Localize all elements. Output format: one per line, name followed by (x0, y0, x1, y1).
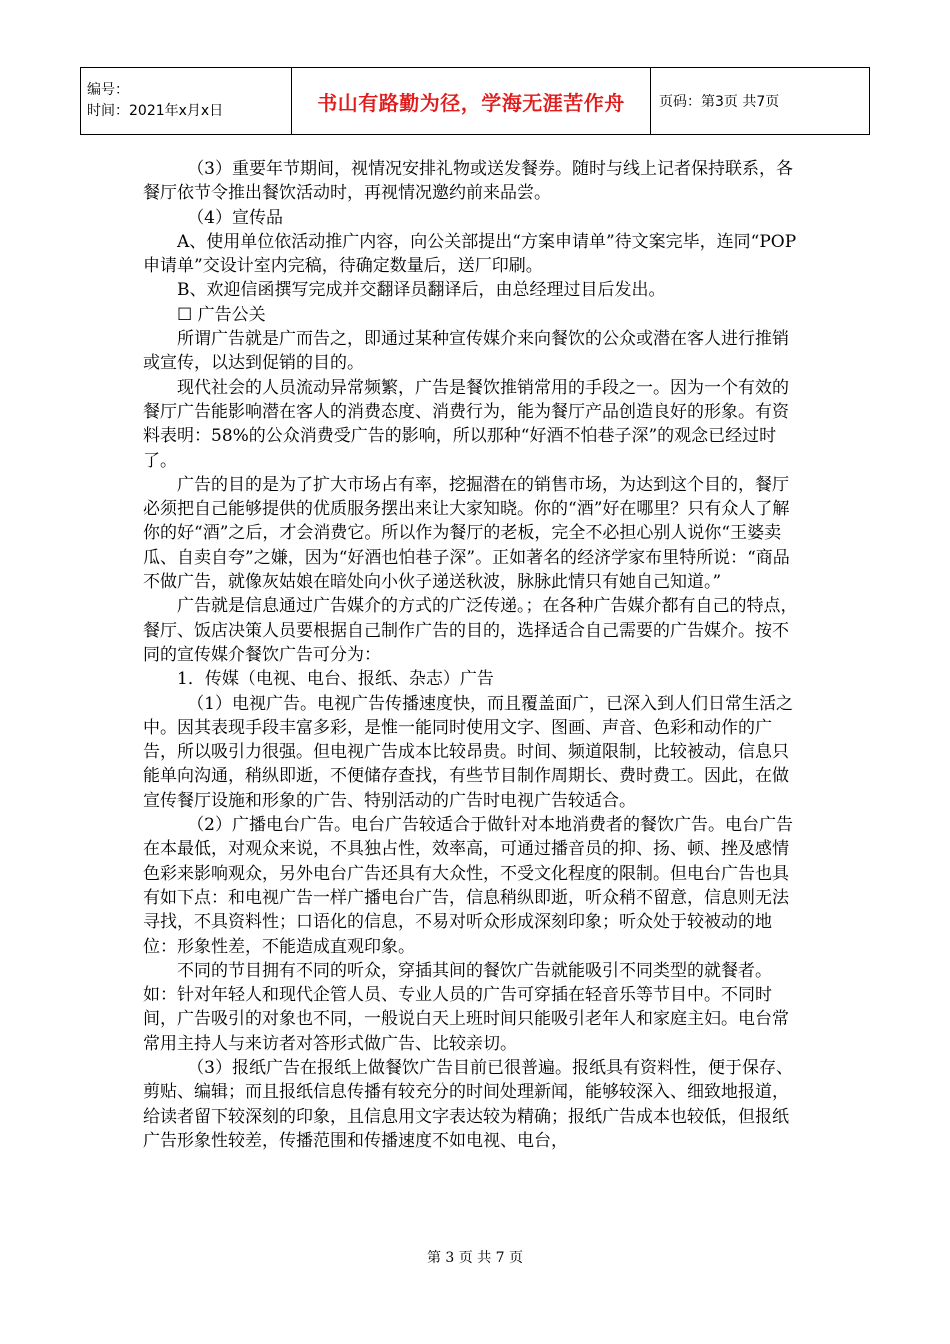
paragraph: 所谓广告就是广而告之，即通过某种宣传媒介来向餐饮的公众或潜在客人进行推销或宣传，以达到促销的目的。 (143, 329, 789, 374)
paragraph: 广告的目的是为了扩大市场占有率，挖掘潜在的销售市场，为达到这个目的，餐厅必须把自己能够提供的优质服务摆出来让大家知晓。你的“酒”好在哪里？只有众人了解你的好“酒”之后，才会消费它。所以作为餐厅的老板，完全不必担心别人说你“王婆卖瓜、自卖自夸”之嫌，因为“好酒也怕巷子深”。正如著名的经济学家布里特所说：“商品不做广告，就像灰姑娘在暗处向小伙子递送秋波，脉脉此情只有她自己知道。” (143, 474, 790, 593)
paragraph: 不同的节目拥有不同的听众，穿插其间的餐饮广告就能吸引不同类型的就餐者。如：针对年轻人和现代企管人员、专业人员的广告可穿插在轻音乐等节目中。不同时间，广告吸引的对象也不同，一般说白天上班时间只能吸引老年人和家庭主妇。电台常常用主持人与来访者对答形式做广告、比较亲切。 (143, 960, 789, 1054)
paragraph: （3）重要年节期间，视情况安排礼物或送发餐券。随时与线上记者保持联系，各餐厅依节令推出餐饮活动时，再视情况邀约前来品尝。 (143, 159, 794, 204)
paragraph: （3）报纸广告在报纸上做餐饮广告目前已很普遍。报纸具有资料性，便于保存、剪贴、编辑；而且报纸信息传播有较充分的时间处理新闻，能够较深入、细致地报道，给读者留下较深刻的印象，且信息用文字表达较为精确；报纸广告成本也较低，但报纸广告形象性较差，传播范围和传播速度不如电视、电台， (143, 1057, 794, 1151)
paragraph: A、使用单位依活动推广内容，向公关部提出“方案申请单”待文案完毕，连同“POP申请单”交设计室内完稿，待确定数量后，送厂印刷。 (143, 231, 797, 277)
doc-number-label: 编号： (87, 82, 129, 98)
paragraph: 现代社会的人员流动异常频繁，广告是餐饮推销常用的手段之一。因为一个有效的餐厅广告能影响潜在客人的消费态度、消费行为，能为餐厅产品创造良好的形象。有资料表明：58%的公众消费受广告的影响，所以那种“好酒不怕巷子深”的观念已经过时了。 (143, 377, 789, 471)
paragraph: （2）广播电台广告。电台广告较适合于做针对本地消费者的餐饮广告。电台广告在本最低，对观众来说，不具独占性，效率高，可通过播音员的抑、扬、顿、挫及感情色彩来影响观众，另外电台广告还具有大众性，不受文化程度的限制。但电台广告也具有如下点：和电视广告一样广播电台广告，信息稍纵即逝，听众稍不留意，信息则无法寻找，不具资料性；口语化的信息，不易对听众形成深刻印象；听众处于较被动的地位：形象性差，不能造成直观印象。 (143, 815, 794, 957)
document-body (143, 157, 803, 1153)
header-page-label: 页码：第3页 共7页 (651, 68, 870, 135)
subsection-heading: 1．传媒（电视、电台、报纸、杂志）广告 (177, 669, 494, 690)
header-motto: 书山有路勤为径，学海无涯苦作舟 (292, 68, 651, 135)
paragraph: B、欢迎信函撰写完成并交翻译员翻译后，由总经理过目后发出。 (177, 280, 666, 301)
paragraph: （4）宣传品 (187, 207, 284, 228)
page-footer: 第 3 页 共 7 页 (426, 1250, 524, 1266)
header-meta (81, 68, 292, 135)
paragraph: （1）电视广告。电视广告传播速度快，而且覆盖面广，已深入到人们日常生活之中。因其表现手段丰富多彩，是惟一能同时使用文字、图画、声音、色彩和动作的广告，所以吸引力很强。但电视广告成本比较昂贵。时间、频道限制，比较被动，信息只能单向沟通，稍纵即逝，不便储存查找，有些节目制作周期长、费时费工。因此，在做宣传餐厅设施和形象的广告、特别活动的广告时电视广告较适合。 (143, 693, 794, 811)
section-heading: ☐ 广告公关 (177, 304, 266, 325)
paragraph: 广告就是信息通过广告媒介的方式的广泛传递。；在各种广告媒介都有自己的特点，餐厅、饭店决策人员要根据自己制作广告的目的，选择适合自己需要的广告媒介。按不同的宣传媒介餐饮广告可分为： (143, 596, 798, 665)
page-header (80, 67, 870, 135)
doc-time-label: 时间：2021年x月x日 (87, 103, 224, 119)
